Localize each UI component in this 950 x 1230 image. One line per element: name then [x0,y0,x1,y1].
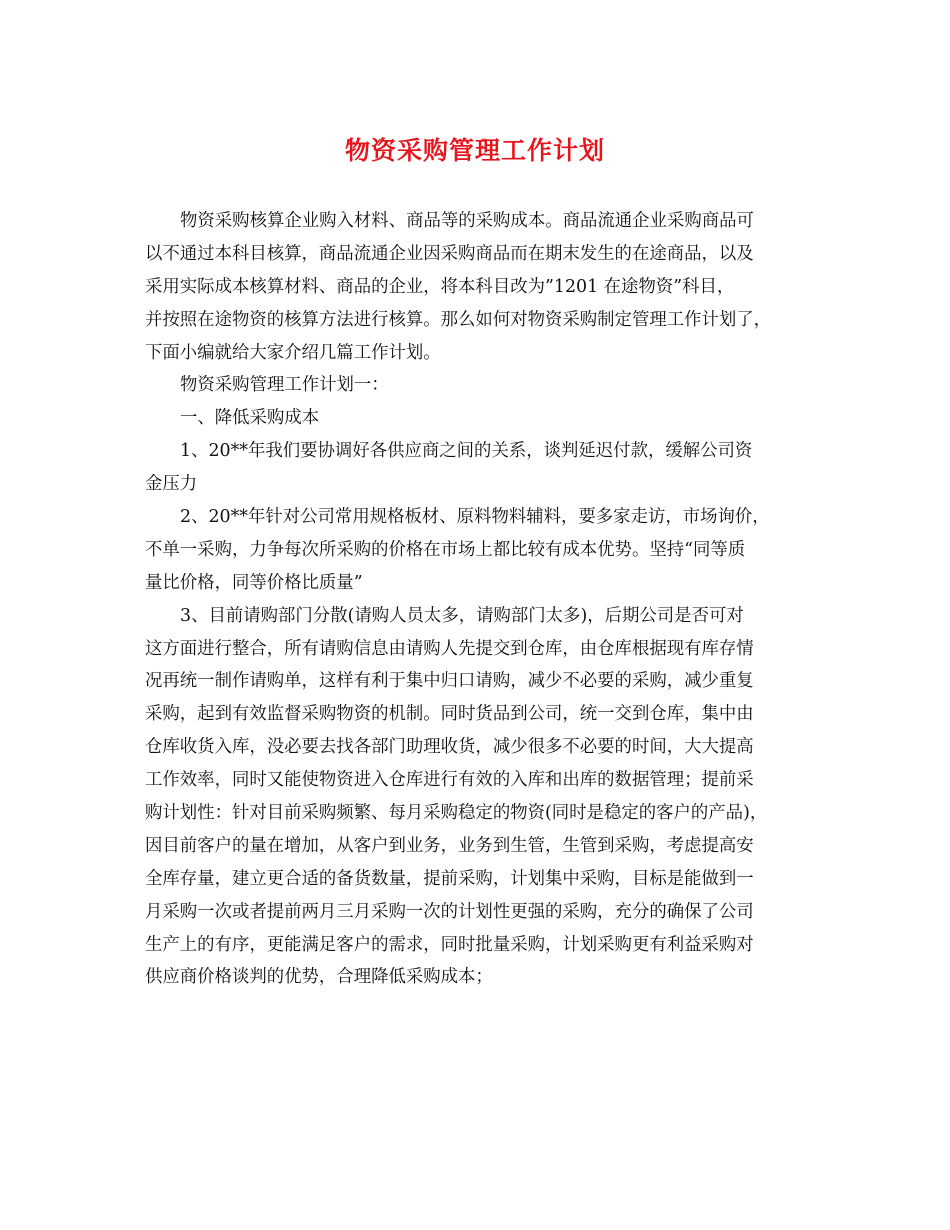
text-line: 一、降低采购成本 [180,408,320,429]
text-line: 全库存量，建立更合适的备货数量，提前采购，计划集中采购，目标是能做到一 [145,868,754,889]
text-line: 这方面进行整合，所有请购信息由请购人先提交到仓库，由仓库根据现有库存情 [145,638,754,659]
text-line: 采用实际成本核算材料、商品的企业，将本科目改为”1201 在途物资”科目， [145,276,735,297]
text-line: 购计划性：针对目前采购频繁、每月采购稳定的物资(同时是稳定的客户的产品)， [145,803,768,824]
text-line: 1、20**年我们要协调好各供应商之间的关系，谈判延迟付款，缓解公司资 [180,441,753,462]
text-line: 不单一采购，力争每次所采购的价格在市场上都比较有成本优势。坚持“同等质 [145,539,746,560]
text-line: 金压力 [145,474,198,495]
text-line: 况再统一制作请购单，这样有利于集中归口请购，减少不必要的采购，减少重复 [145,671,754,692]
text-line: 供应商价格谈判的优势，合理降低采购成本； [145,967,493,988]
text-line: 并按照在途物资的核算方法进行核算。那么如何对物资采购制定管理工作计划了， [145,309,772,330]
text-line: 工作效率，同时又能使物资进入仓库进行有效的入库和出库的数据管理；提前采 [145,770,754,791]
text-line: 因目前客户的量在增加，从客户到业务，业务到生管，生管到采购，考虑提高安 [145,835,754,856]
text-line: 以不通过本科目核算，商品流通企业因采购商品而在期末发生的在途商品，以及 [145,243,754,264]
text-line: 物资采购核算企业购入材料、商品等的采购成本。商品流通企业采购商品可 [180,211,754,231]
text-line: 下面小编就给大家介绍几篇工作计划。 [145,342,441,363]
text-line: 仓库收货入库，没必要去找各部门助理收货，减少很多不必要的时间，大大提高 [145,737,754,758]
text-line: 采购，起到有效监督采购物资的机制。同时货品到公司，统一交到仓库，集中由 [145,704,754,725]
text-line: 2、20**年针对公司常用规格板材、原料物料辅料，要多家走访，市场询价， [180,507,770,528]
text-line: 量比价格，同等价格比质量” [145,572,363,593]
text-line: 月采购一次或者提前两月三月采购一次的计划性更强的采购，充分的确保了公司 [145,901,754,922]
document-title: 物资采购管理工作计划 [344,136,605,165]
document-body [145,205,805,994]
text-line: 物资采购管理工作计划一： [180,375,389,396]
text-line: 3、目前请购部门分散(请购人员太多，请购部门太多)，后期公司是否可对 [180,605,744,626]
text-line: 生产上的有序，更能满足客户的需求，同时批量采购，计划采购更有利益采购对 [145,934,754,955]
